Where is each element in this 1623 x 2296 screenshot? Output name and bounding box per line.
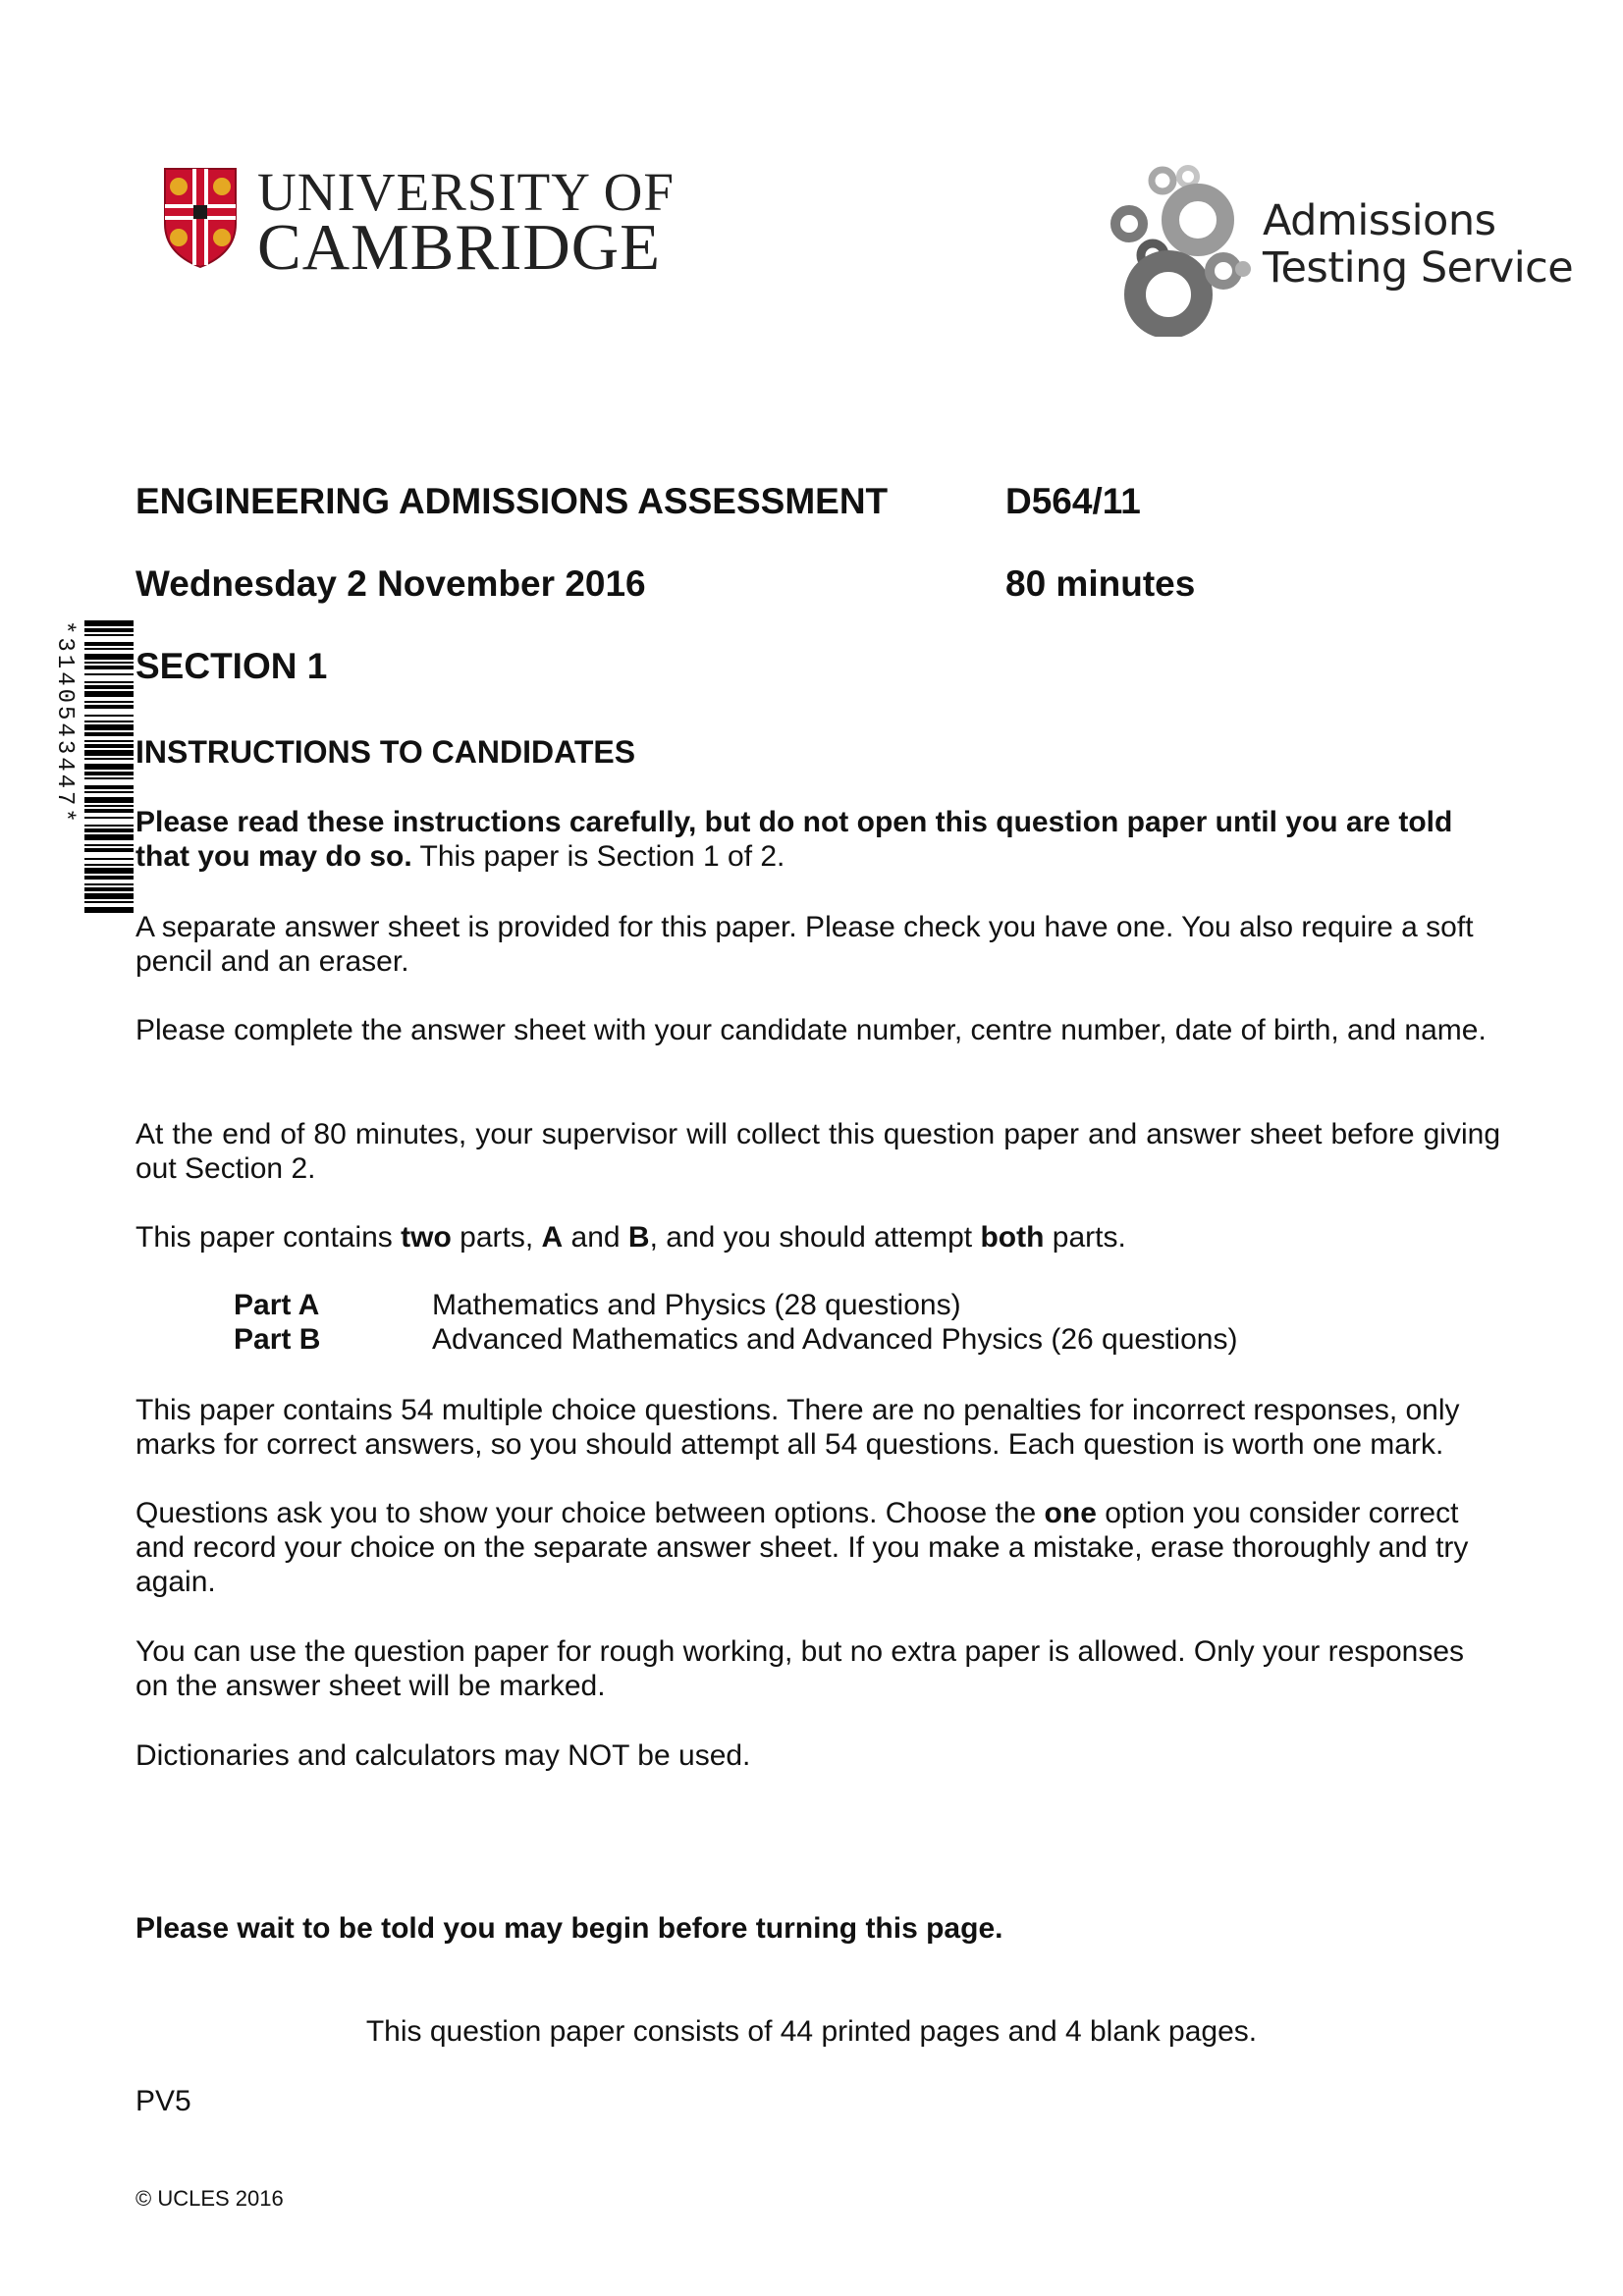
p7-text-1: Questions ask you to show your choice between options. Choose the (135, 1497, 1045, 1529)
barcode-icon (49, 616, 137, 921)
instruction-paragraph-4: At the end of 80 minutes, your supervisor will collect this question paper and answer sheet before giving out Section 2. (135, 1118, 1500, 1185)
barcode-bar (84, 662, 134, 664)
p5-text-4: , and you should attempt (649, 1221, 981, 1254)
part-a-label: Part A (234, 1289, 320, 1321)
barcode-text: *3140543447* (51, 620, 78, 826)
p5-text-3: and (563, 1221, 628, 1254)
instruction-paragraph-5 (135, 1220, 1500, 1255)
barcode-bar (84, 744, 134, 748)
barcode-bar (84, 691, 134, 697)
copyright: © UCLES 2016 (135, 2186, 284, 2211)
p7-text-2: option you consider correct and record your choice on the separate answer sheet. If you make a mistake, erase thoroughly and try again. (135, 1497, 1469, 1598)
barcode-bar (84, 901, 134, 903)
barcode-bar (84, 858, 134, 860)
barcode-bar (84, 883, 134, 885)
exam-duration: 80 minutes (1005, 563, 1196, 604)
instruction-paragraph-3: Please complete the answer sheet with your candidate number, centre number, date of birth, and name. (135, 1014, 1487, 1046)
barcode-bar (84, 685, 134, 689)
barcode-bar (84, 666, 134, 669)
p5-bold-b: B (627, 1221, 650, 1254)
cambridge-logo-line2: CAMBRIDGE (257, 211, 662, 284)
barcode-bar (84, 750, 134, 756)
barcode-bar (84, 907, 134, 913)
barcode-bar (84, 620, 134, 626)
instruction-1-rest: This paper is Section 1 of 2. (411, 840, 785, 873)
barcode-bar (84, 777, 134, 779)
barcode-bar (84, 791, 134, 793)
page-count-notice: This question paper consists of 44 printed pages and 4 blank pages. (365, 2015, 1258, 2048)
barcode-bar (84, 817, 134, 819)
instruction-paragraph-2: A separate answer sheet is provided for this paper. Please check you have one. You also require a soft pencil and an eraser. (135, 911, 1474, 978)
barcode-bar (84, 876, 134, 880)
instructions-heading: INSTRUCTIONS TO CANDIDATES (135, 734, 636, 770)
barcode-bar (84, 834, 134, 840)
barcode-bar (84, 648, 134, 650)
ats-logo-line2: Testing Service (1263, 243, 1574, 293)
part-a-description: Mathematics and Physics (28 questions) (432, 1289, 961, 1321)
cambridge-logo (163, 162, 693, 284)
barcode-bar (84, 740, 134, 742)
ats-circles-icon (1108, 165, 1255, 337)
barcode-bar (84, 705, 134, 709)
barcode-bar (84, 628, 134, 632)
part-b-label: Part B (234, 1323, 321, 1356)
barcode-bar (84, 887, 134, 891)
barcode-bar (84, 724, 134, 730)
barcode-bar (84, 844, 134, 846)
barcode-bar (84, 721, 134, 722)
exam-code: D564/11 (1005, 481, 1141, 521)
barcode-bar (84, 701, 134, 703)
cambridge-crest-icon (163, 167, 238, 269)
barcode-bar (84, 764, 134, 770)
part-b-description: Advanced Mathematics and Advanced Physics (26 questions) (432, 1323, 1238, 1356)
wait-notice: Please wait to be told you may begin before turning this page. (135, 1912, 1003, 1945)
p5-bold-a: A (541, 1221, 564, 1254)
barcode-bar (84, 825, 134, 827)
instruction-paragraph-9: Dictionaries and calculators may NOT be used. (135, 1739, 751, 1772)
barcode-bar (84, 848, 134, 852)
instruction-paragraph-6: This paper contains 54 multiple choice questions. There are no penalties for incorrect responses, only marks for correct answers, so you should attempt all 54 questions. Each question is worth one mark. (135, 1394, 1460, 1461)
barcode-bar (84, 732, 134, 736)
p5-text-5: parts. (1044, 1221, 1126, 1254)
barcode-bar (84, 785, 134, 789)
barcode-bar (84, 758, 134, 760)
barcode-bar (84, 642, 134, 646)
instruction-paragraph-1 (135, 805, 1500, 874)
barcode (49, 616, 137, 921)
barcode-bar (84, 673, 134, 675)
p5-bold-both: both (980, 1221, 1045, 1254)
paper-code: PV5 (135, 2085, 191, 2117)
barcode-bar (84, 681, 134, 683)
barcode-bar (84, 634, 134, 636)
cambridge-logo-line1: UNIVERSITY OF (257, 162, 675, 222)
barcode-bar (84, 809, 134, 813)
section-label: SECTION 1 (135, 646, 328, 686)
barcode-bar (84, 828, 134, 832)
ats-logo (1108, 165, 1574, 337)
barcode-bar (84, 654, 134, 660)
p5-text-2: parts, (451, 1221, 542, 1254)
instruction-paragraph-7 (135, 1496, 1500, 1599)
instruction-paragraph-8: You can use the question paper for rough working, but no extra paper is allowed. Only your responses on the answer sheet will be marked. (135, 1635, 1465, 1702)
barcode-bar (84, 868, 134, 874)
p7-bold-one: one (1044, 1497, 1097, 1529)
p5-bold-two: two (401, 1221, 452, 1254)
p5-text-1: This paper contains (135, 1221, 402, 1254)
barcode-bar (84, 893, 134, 899)
ats-logo-line1: Admissions (1263, 196, 1496, 245)
barcode-bar (84, 864, 134, 866)
instruction-1-bold: Please read these instructions carefully, but do not open this question paper until you are told that you may do so. (135, 806, 1453, 873)
barcode-bar (84, 797, 134, 803)
barcode-bar (84, 805, 134, 807)
exam-title: ENGINEERING ADMISSIONS ASSESSMENT (135, 481, 889, 521)
barcode-bar (84, 715, 134, 717)
exam-date: Wednesday 2 November 2016 (135, 563, 646, 604)
barcode-bar (84, 772, 134, 775)
